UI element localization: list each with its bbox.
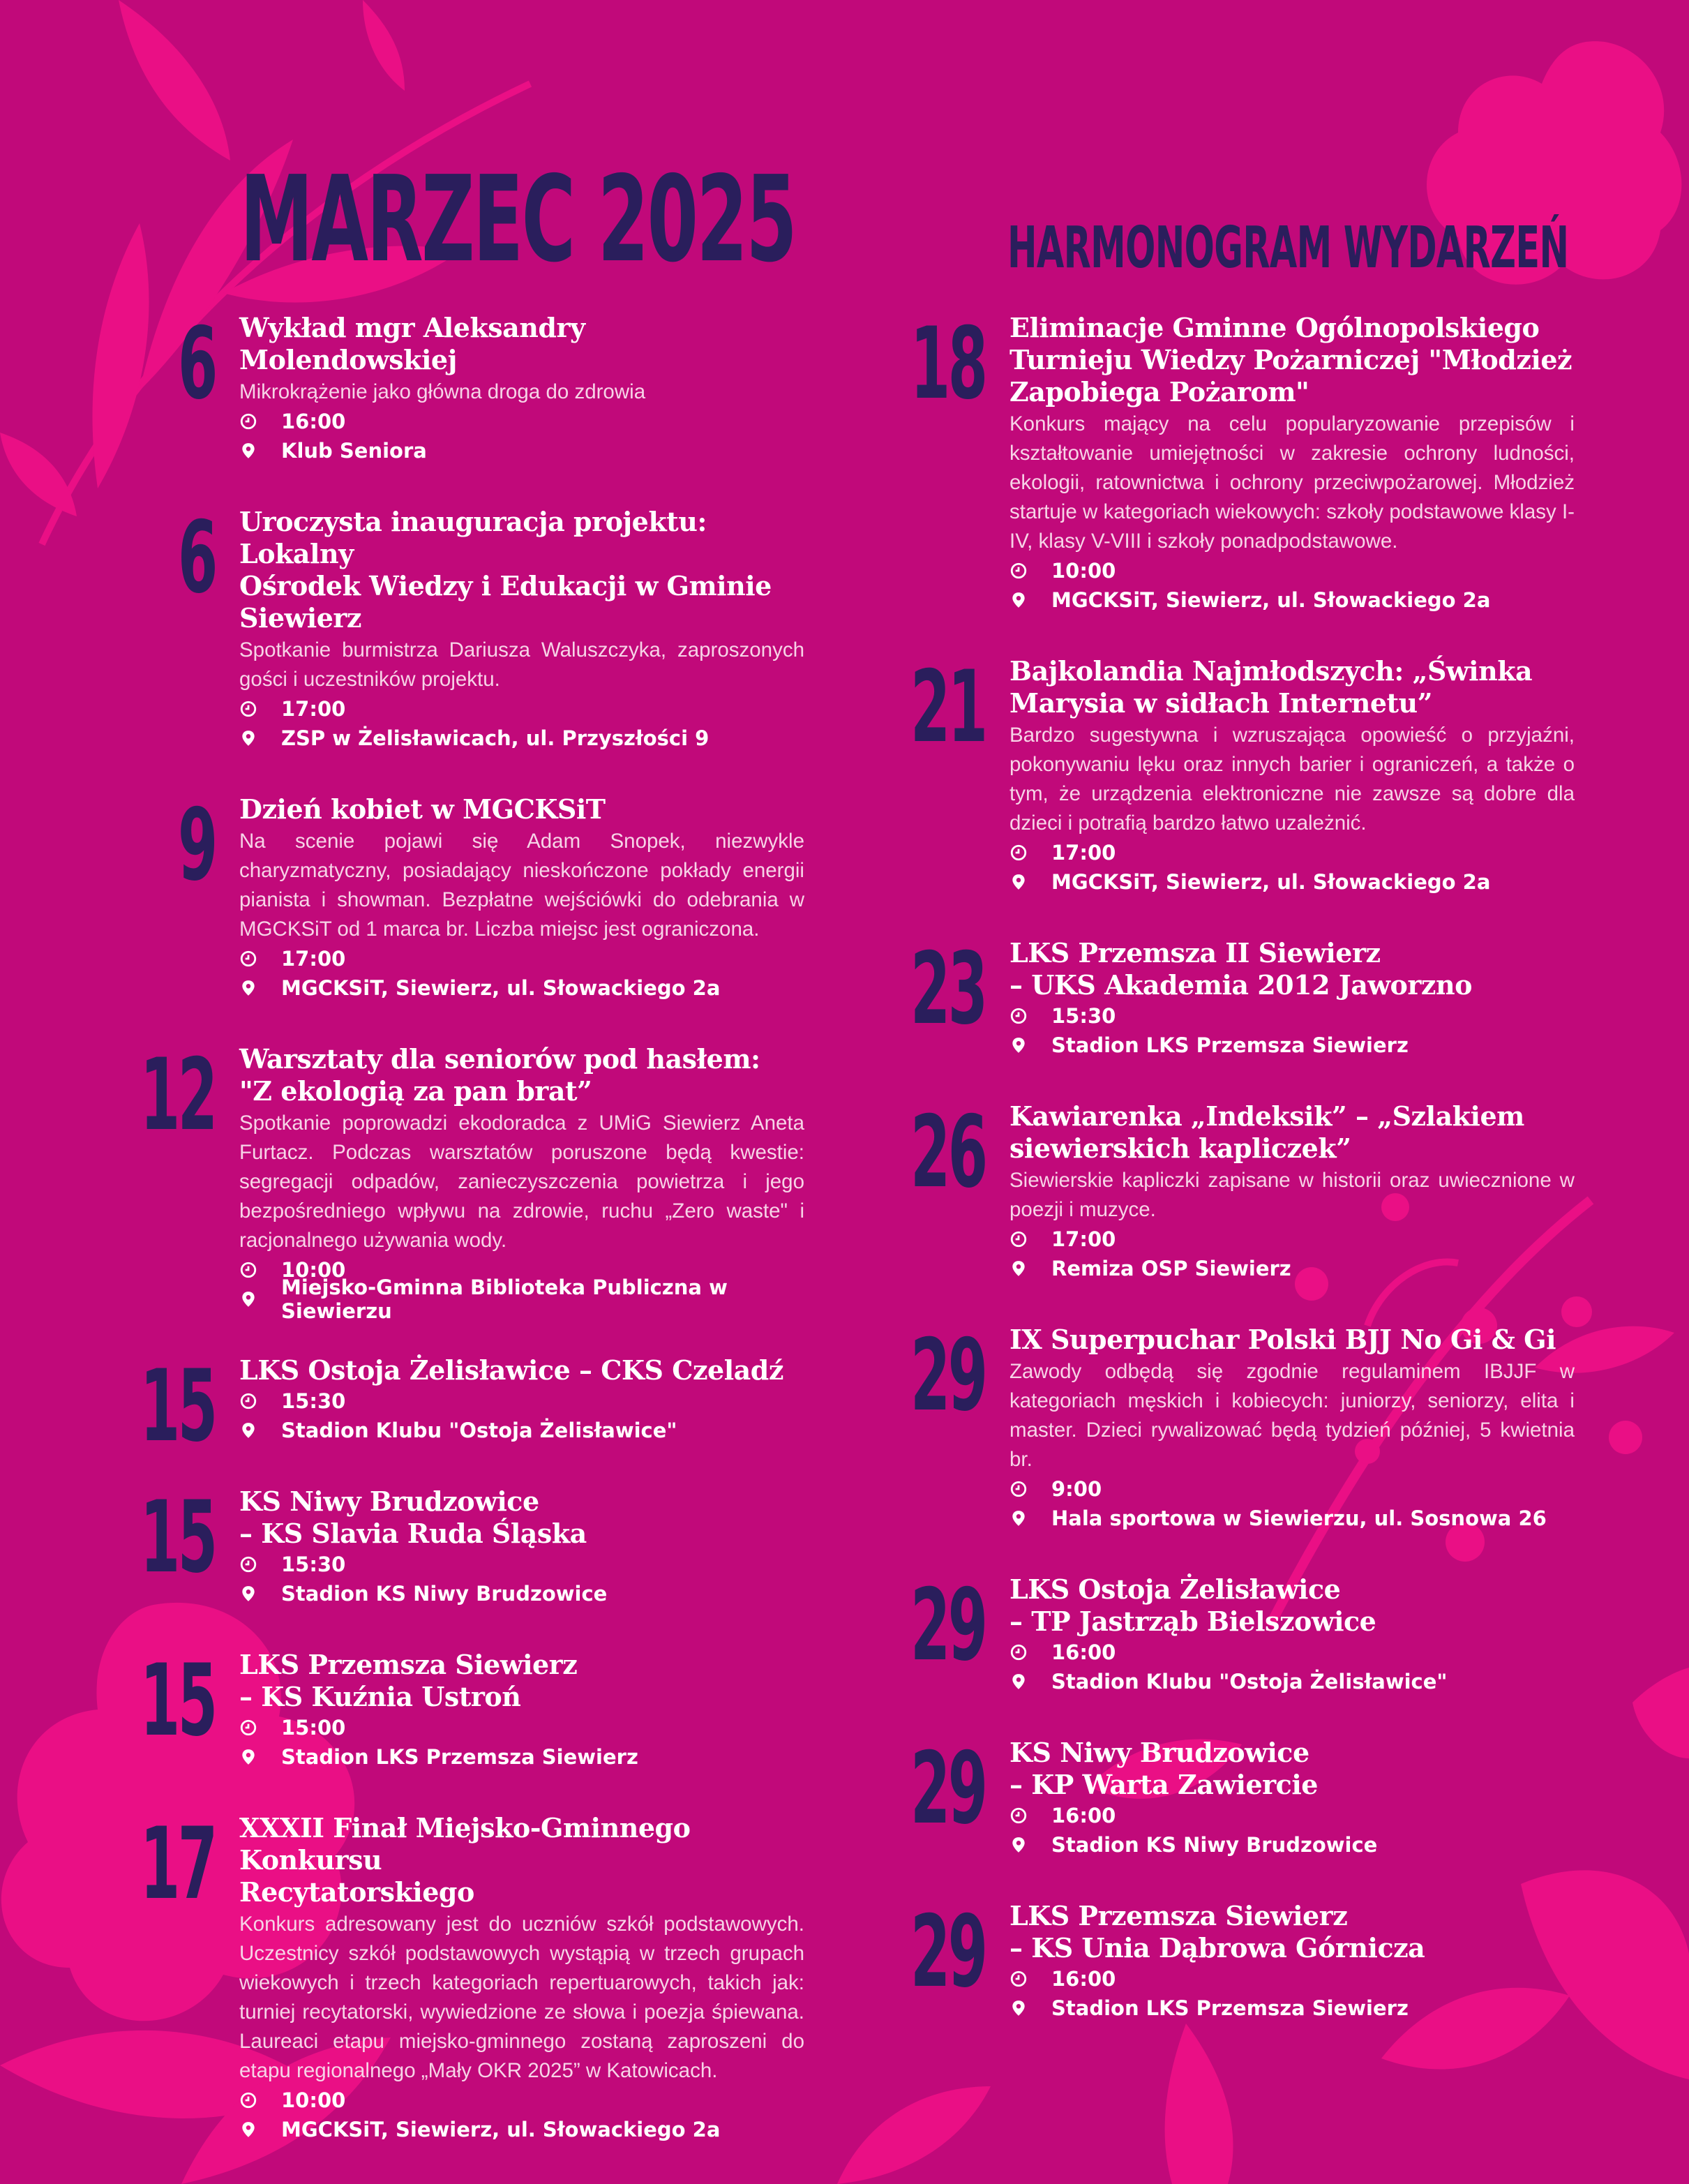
event-item bbox=[910, 1568, 1575, 1696]
event-title: KS Niwy Brudzowice – KS Slavia Ruda Śląska bbox=[239, 1486, 587, 1549]
map-pin-icon bbox=[1009, 1509, 1028, 1527]
event-time bbox=[239, 1713, 804, 1742]
event-place bbox=[1009, 1994, 1575, 2023]
clock-icon bbox=[239, 412, 257, 431]
event-time-value: 17:00 bbox=[1051, 1227, 1116, 1251]
event-title: LKS Ostoja Żelisławice – CKS Czeladź bbox=[239, 1354, 783, 1386]
event-time-value: 15:30 bbox=[281, 1553, 346, 1576]
event-title: XXXII Finał Miejsko-Gminnego Konkursu Recytatorskiego bbox=[239, 1812, 691, 1908]
event-place bbox=[239, 1579, 804, 1608]
event-time bbox=[239, 2086, 804, 2115]
map-pin-icon bbox=[239, 2121, 257, 2139]
event-place bbox=[239, 1742, 804, 1772]
event-place-value: Stadion KS Niwy Brudzowice bbox=[281, 1582, 608, 1606]
event-place-value: Stadion Klubu "Ostoja Żelisławice" bbox=[281, 1419, 677, 1442]
event-time bbox=[1009, 1001, 1575, 1031]
event-time bbox=[1009, 1474, 1575, 1504]
event-place-value: Klub Seniora bbox=[281, 439, 427, 463]
event-place-value: ZSP w Żelisławicach, ul. Przyszłości 9 bbox=[281, 726, 710, 750]
clock-icon bbox=[239, 1719, 257, 1737]
event-description: Konkurs mający na celu popularyzowanie przepisów i kształtowanie umiejętności w zakresie ochrony ludności, ekologii, ratownictwa i ochrony przeciwpożarowej. Młodzież startuje w kategoriach wiekowych: szkoły podstawowe klasy I-IV, klasy V-VIII i szkoły ponadpodstawowe. bbox=[1009, 412, 1575, 553]
event-time bbox=[1009, 556, 1575, 585]
event-item bbox=[178, 306, 804, 465]
event-description: Zawody odbędą się zgodnie regulaminem IBJJF w kategoriach męskich i kobiecych: juniorzy, seniorzy, elita i master. Dzieci rywalizować będą tydzień później, 5 kwietnia br. bbox=[1009, 1360, 1575, 1471]
event-day: 23 bbox=[910, 932, 986, 1047]
event-item bbox=[140, 1480, 804, 1608]
event-place bbox=[1009, 1254, 1575, 1283]
event-place-value: MGCKSiT, Siewierz, ul. Słowackiego 2a bbox=[281, 976, 721, 1000]
event-time-value: 15:30 bbox=[281, 1389, 346, 1413]
event-title: LKS Przemsza II Siewierz – UKS Akademia 2012 Jaworzno bbox=[1009, 937, 1472, 1001]
clock-icon bbox=[239, 1555, 257, 1573]
event-title: Eliminacje Gminne Ogólnopolskiego Turnieju Wiedzy Pożarniczej "Młodzież Zapobiega Pożarom" bbox=[1009, 312, 1572, 407]
event-title: Kawiarenka „Indeksik” – „Szlakiem siewierskich kapliczek” bbox=[1009, 1100, 1524, 1164]
map-pin-icon bbox=[239, 1421, 257, 1439]
event-place-value: Stadion LKS Przemsza Siewierz bbox=[1051, 1996, 1409, 2020]
event-title: Dzień kobiet w MGCKSiT bbox=[239, 793, 606, 825]
map-pin-icon bbox=[239, 729, 257, 747]
event-time bbox=[1009, 1638, 1575, 1667]
map-pin-icon bbox=[1009, 1836, 1028, 1854]
event-description: Spotkanie burmistrza Dariusza Waluszczyka, zaproszonych gości i uczestników projektu. bbox=[239, 638, 804, 691]
event-time-value: 17:00 bbox=[281, 947, 346, 971]
clock-icon bbox=[239, 950, 257, 968]
event-day: 9 bbox=[178, 788, 216, 903]
events-column-left bbox=[140, 306, 804, 2144]
map-pin-icon bbox=[1009, 591, 1028, 609]
event-day: 12 bbox=[140, 1038, 216, 1153]
event-place bbox=[1009, 585, 1575, 615]
map-pin-icon bbox=[1009, 1999, 1028, 2017]
map-pin-icon bbox=[1009, 1259, 1028, 1278]
event-place-value: MGCKSiT, Siewierz, ul. Słowackiego 2a bbox=[281, 2118, 721, 2141]
event-time-value: 10:00 bbox=[281, 2088, 346, 2112]
clock-icon bbox=[1009, 1480, 1028, 1498]
event-day: 29 bbox=[910, 1318, 986, 1433]
page-subtitle: HARMONOGRAM WYDARZEŃ bbox=[1007, 215, 1569, 281]
event-item bbox=[140, 1349, 804, 1464]
event-time-value: 9:00 bbox=[1051, 1477, 1102, 1501]
event-time bbox=[239, 944, 804, 973]
event-title: LKS Przemsza Siewierz – KS Kuźnia Ustroń bbox=[239, 1649, 578, 1712]
event-time bbox=[239, 694, 804, 724]
event-item bbox=[178, 500, 804, 753]
event-description: Bardzo sugestywna i wzruszająca opowieść o przyjaźni, pokonywaniu lęku oraz innych barier i ograniczeń, a także o tym, że urządzenia elektroniczne nie zawsze są dobre dla dzieci i potrafią bardzo łatwo uzależnić. bbox=[1009, 724, 1575, 835]
event-description: Konkurs adresowany jest do uczniów szkół podstawowych. Uczestnicy szkół podstawowych wystąpią w trzech grupach wiekowych i trzech kategoriach repertuarowych, takich jak: turniej recytatorski, wywiedzione ze słowa i poezja śpiewana. Laureaci etapu miejsko-gminnego zostaną zaproszeni do etapu regionalnego „Mały OKR 2025” w Katowicach. bbox=[239, 1913, 804, 2082]
event-place bbox=[239, 436, 804, 465]
event-time bbox=[1009, 1964, 1575, 1994]
event-place bbox=[239, 973, 804, 1003]
event-time-value: 10:00 bbox=[281, 1258, 346, 1282]
clock-icon bbox=[1009, 1807, 1028, 1825]
event-time bbox=[239, 1386, 804, 1416]
event-day: 26 bbox=[910, 1095, 986, 1210]
event-place bbox=[239, 2115, 804, 2144]
map-pin-icon bbox=[239, 442, 257, 460]
event-place-value: MGCKSiT, Siewierz, ul. Słowackiego 2a bbox=[1051, 870, 1491, 894]
event-day: 15 bbox=[140, 1643, 216, 1758]
event-description: Siewierskie kapliczki zapisane w historii oraz uwiecznione w poezji i muzyce. bbox=[1009, 1169, 1575, 1221]
event-place bbox=[239, 1276, 804, 1323]
event-time-value: 17:00 bbox=[1051, 841, 1116, 865]
event-day: 29 bbox=[910, 1894, 986, 2010]
event-day: 18 bbox=[910, 306, 986, 421]
event-place-value: Stadion Klubu "Ostoja Żelisławice" bbox=[1051, 1670, 1448, 1693]
event-title: Uroczysta inauguracja projektu: Lokalny Ośrodek Wiedzy i Edukacji w Gminie Siewierz bbox=[239, 506, 772, 634]
event-place-value: Remiza OSP Siewierz bbox=[1051, 1257, 1291, 1280]
event-time bbox=[1009, 1801, 1575, 1830]
event-item bbox=[910, 1095, 1575, 1283]
clock-icon bbox=[239, 1261, 257, 1279]
event-item bbox=[140, 1643, 804, 1772]
event-day: 6 bbox=[178, 306, 216, 421]
map-pin-icon bbox=[239, 1290, 257, 1308]
event-day: 6 bbox=[178, 500, 216, 615]
clock-icon bbox=[239, 700, 257, 718]
event-title: LKS Ostoja Żelisławice – TP Jastrząb Bielszowice bbox=[1009, 1573, 1376, 1637]
event-item bbox=[910, 1318, 1575, 1533]
event-time-value: 16:00 bbox=[1051, 1967, 1116, 1991]
event-time-value: 15:30 bbox=[1051, 1004, 1116, 1028]
event-description: Spotkanie poprowadzi ekodoradca z UMiG Siewierz Aneta Furtacz. Podczas warsztatów poruszone będą kwestie: segregacji odpadów, zanieczyszczenia powietrza i jego bezpośredniego wpływu na zdrowie, ruchu „Zero waste" i racjonalnego używania wody. bbox=[239, 1112, 804, 1252]
event-day: 29 bbox=[910, 1568, 986, 1683]
event-description: Na scenie pojawi się Adam Snopek, niezwykle charyzmatyczny, posiadający nieskończone pokłady energii pianista i showman. Bezpłatne wejściówki do odebrania w MGCKSiT od 1 marca br. Liczba miejsc jest ograniczona. bbox=[239, 830, 804, 941]
event-place bbox=[1009, 867, 1575, 897]
map-pin-icon bbox=[1009, 1036, 1028, 1054]
event-place-value: Hala sportowa w Siewierzu, ul. Sosnowa 26 bbox=[1051, 1506, 1547, 1530]
clock-icon bbox=[1009, 1970, 1028, 1988]
event-item bbox=[140, 1807, 804, 2144]
map-pin-icon bbox=[239, 1585, 257, 1603]
event-item bbox=[910, 1731, 1575, 1860]
event-item bbox=[910, 306, 1575, 615]
event-day: 17 bbox=[140, 1807, 216, 1922]
event-place bbox=[1009, 1667, 1575, 1696]
event-time bbox=[1009, 838, 1575, 867]
event-time bbox=[239, 407, 804, 436]
event-place bbox=[1009, 1830, 1575, 1860]
clock-icon bbox=[239, 1392, 257, 1410]
clock-icon bbox=[1009, 1007, 1028, 1025]
clock-icon bbox=[1009, 562, 1028, 580]
event-place-value: Stadion LKS Przemsza Siewierz bbox=[1051, 1033, 1409, 1057]
event-time-value: 10:00 bbox=[1051, 559, 1116, 583]
event-place-value: Miejsko-Gminna Biblioteka Publiczna w Siewierzu bbox=[281, 1276, 728, 1323]
map-pin-icon bbox=[239, 1748, 257, 1766]
event-time-value: 17:00 bbox=[281, 697, 346, 721]
event-time-value: 16:00 bbox=[281, 410, 346, 433]
clock-icon bbox=[239, 2091, 257, 2109]
event-item bbox=[178, 788, 804, 1003]
event-place bbox=[239, 724, 804, 753]
event-day: 29 bbox=[910, 1731, 986, 1846]
event-title: Wykład mgr Aleksandry Molendowskiej bbox=[239, 312, 585, 375]
event-title: LKS Przemsza Siewierz – KS Unia Dąbrowa Górnicza bbox=[1009, 1900, 1425, 1964]
event-item bbox=[910, 932, 1575, 1060]
event-day: 15 bbox=[140, 1349, 216, 1464]
map-pin-icon bbox=[1009, 873, 1028, 891]
map-pin-icon bbox=[239, 979, 257, 997]
event-item bbox=[910, 1894, 1575, 2023]
event-place-value: Stadion KS Niwy Brudzowice bbox=[1051, 1833, 1378, 1857]
event-title: KS Niwy Brudzowice – KP Warta Zawiercie bbox=[1009, 1737, 1318, 1800]
event-place bbox=[239, 1416, 804, 1445]
clock-icon bbox=[1009, 844, 1028, 862]
event-item bbox=[910, 650, 1575, 897]
event-title: Warsztaty dla seniorów pod hasłem: "Z ekologią za pan brat” bbox=[239, 1043, 760, 1107]
clock-icon bbox=[1009, 1230, 1028, 1248]
event-item bbox=[140, 1038, 804, 1323]
event-time-value: 16:00 bbox=[1051, 1804, 1116, 1827]
event-time bbox=[239, 1550, 804, 1579]
event-day: 15 bbox=[140, 1480, 216, 1595]
event-time-value: 16:00 bbox=[1051, 1640, 1116, 1664]
event-title: Bajkolandia Najmłodszych: „Świnka Marysia w sidłach Internetu” bbox=[1009, 655, 1533, 719]
event-title: IX Superpuchar Polski BJJ No Gi & Gi bbox=[1009, 1324, 1556, 1355]
event-time bbox=[1009, 1225, 1575, 1254]
event-place bbox=[1009, 1504, 1575, 1533]
events-column-right bbox=[910, 306, 1575, 2023]
event-time-value: 15:00 bbox=[281, 1716, 346, 1740]
page-title: MARZEC 2025 bbox=[240, 151, 796, 289]
map-pin-icon bbox=[1009, 1673, 1028, 1691]
event-place bbox=[1009, 1031, 1575, 1060]
clock-icon bbox=[1009, 1643, 1028, 1661]
event-place-value: Stadion LKS Przemsza Siewierz bbox=[281, 1745, 638, 1769]
event-place-value: MGCKSiT, Siewierz, ul. Słowackiego 2a bbox=[1051, 588, 1491, 612]
event-day: 21 bbox=[910, 650, 986, 765]
event-description: Mikrokrążenie jako główna droga do zdrowia bbox=[239, 380, 646, 403]
